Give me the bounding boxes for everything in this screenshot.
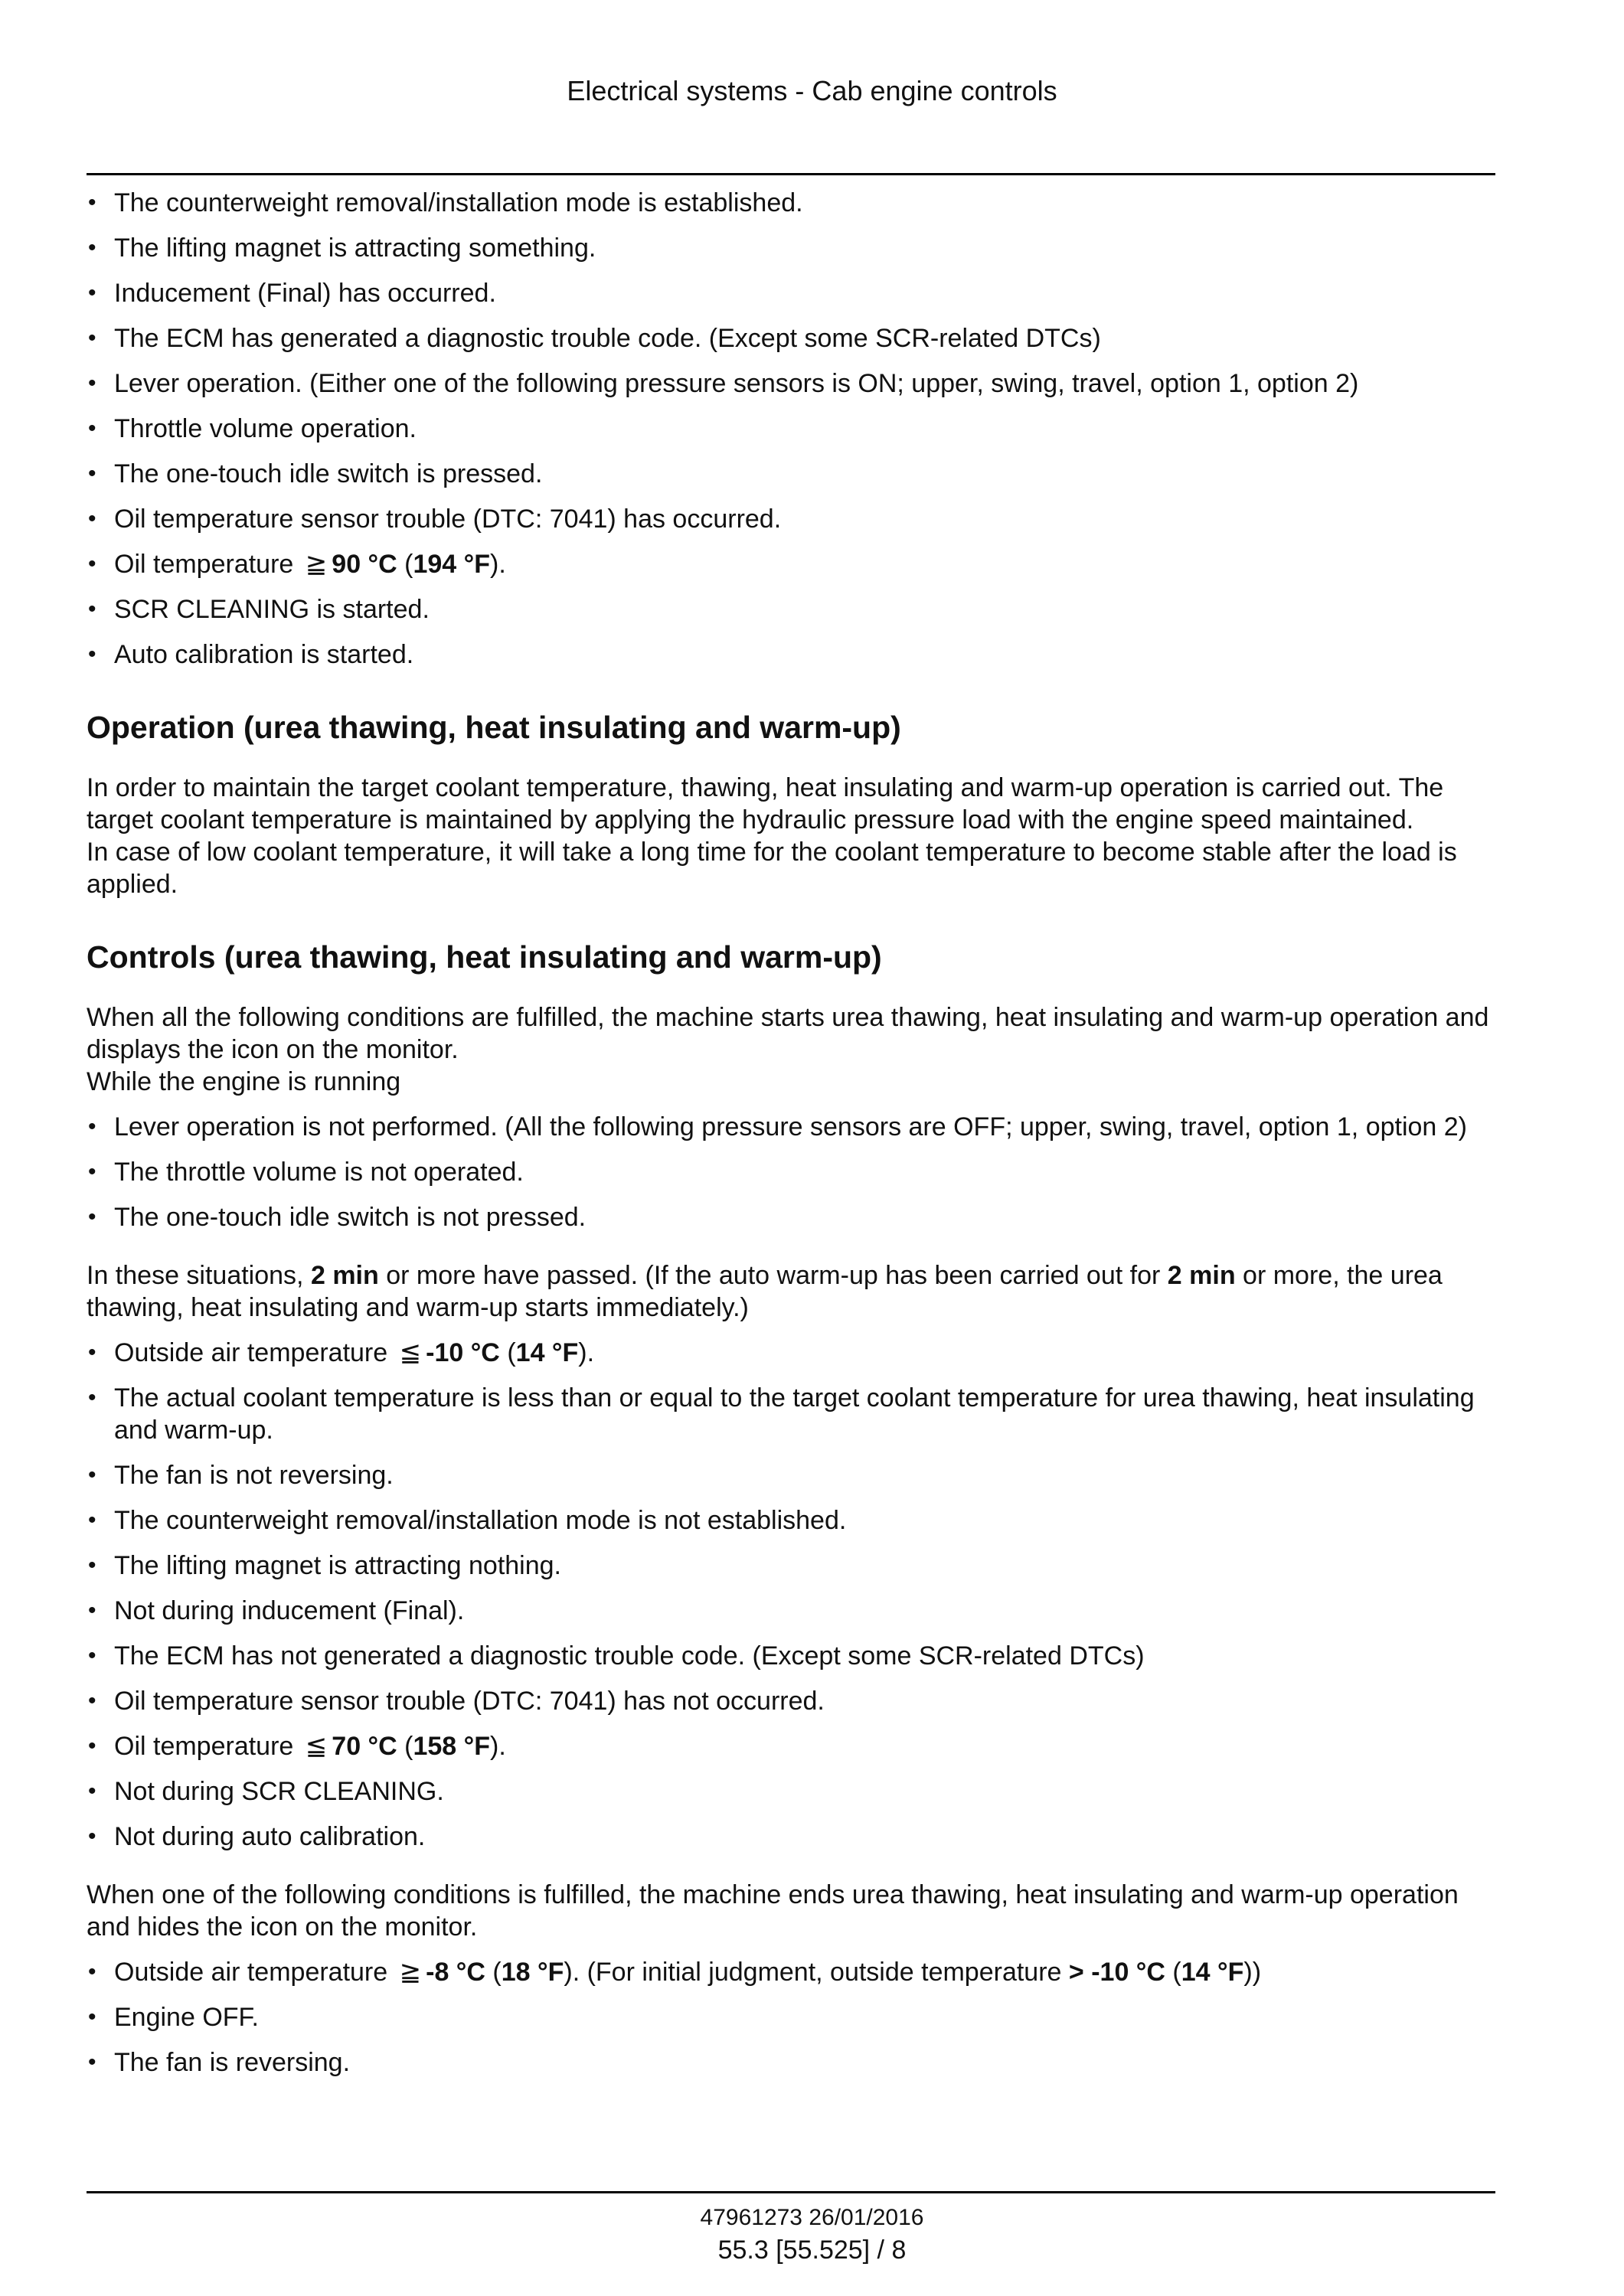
list-item: • Auto calibration is started. [87,639,1495,671]
list-item: • SCR CLEANING is started. [87,593,1495,625]
end-conditions-list-1 [87,187,1495,671]
paragraph-situations [87,1259,1495,1324]
item-suffix: ). [578,1338,595,1367]
list-item: • The ECM has not generated a diagnostic trouble code. (Except some SCR-related DTCs) [87,1640,1495,1672]
item-suffix: ). [490,550,506,579]
le-symbol: ≦ [305,1732,328,1761]
paragraph: In case of low coolant temperature, it will take a long time for the coolant temperature to become stable after the load is applied. [87,838,1457,899]
list-item: • Throttle volume operation. [87,413,1495,445]
text-run: or more, the urea thawing, heat insulating and warm-up starts immediately.) [87,1261,1443,1322]
list-item: • The counterweight removal/installation mode is established. [87,187,1495,219]
temp-celsius: -8 °C [426,1958,485,1987]
ge-symbol: ≧ [305,550,328,579]
list-item: • Not during SCR CLEANING. [87,1775,1495,1808]
list-item: • The counterweight removal/installation mode is not established. [87,1504,1495,1537]
text-run: In these situations, [87,1261,304,1290]
item-text: Oil temperature [114,550,294,579]
paragraph: While the engine is running [87,1067,401,1096]
list-item: • The one-touch idle switch is not pressed. [87,1201,1495,1233]
list-item: • Not during auto calibration. [87,1821,1495,1853]
list-item: • Lever operation is not performed. (All the following pressure sensors are OFF; upper, swing, travel, option 1, option 2) [87,1111,1495,1143]
situation-conditions-list [87,1337,1495,1853]
list-item: • Engine OFF. [87,2001,1495,2033]
list-item: • Oil temperature ≧ 90 °C (194 °F). [87,548,1495,580]
temp-fahrenheit: 14 °F [1181,1958,1244,1987]
list-item: • The fan is reversing. [87,2046,1495,2079]
temp-celsius: 70 °C [332,1732,397,1761]
list-item: • Oil temperature sensor trouble (DTC: 7041) has not occurred. [87,1685,1495,1717]
start-conditions-list [87,1111,1495,1233]
temp-fahrenheit: 14 °F [515,1338,579,1367]
text-run: or more have passed. (If the auto warm-up has been carried out for [386,1261,1161,1290]
temp-celsius: -10 °C [1091,1958,1165,1987]
end-conditions-list-2 [87,1956,1495,2079]
temp-fahrenheit: 18 °F [501,1958,564,1987]
item-suffix: ). [490,1732,506,1761]
page-content [87,187,1495,2092]
list-item: • The one-touch idle switch is pressed. [87,458,1495,490]
item-text: Oil temperature [114,1732,294,1761]
section-heading-controls: Controls (urea thawing, heat insulating and warm-up) [87,939,882,975]
ge-symbol: ≧ [399,1958,422,1987]
list-item: • The lifting magnet is attracting nothing. [87,1550,1495,1582]
list-item: • Outside air temperature ≦ -10 °C (14 °F). [87,1337,1495,1369]
item-text: Outside air temperature [114,1958,388,1987]
item-text: Outside air temperature [114,1338,388,1367]
footer-divider [87,2191,1495,2193]
list-item: • The ECM has generated a diagnostic trouble code. (Except some SCR-related DTCs) [87,322,1495,354]
list-item: • Oil temperature ≦ 70 °C (158 °F). [87,1730,1495,1762]
temp-fahrenheit: 194 °F [413,550,491,579]
le-symbol: ≦ [399,1338,422,1367]
list-item: • The fan is not reversing. [87,1459,1495,1491]
paragraph-end-conditions: When one of the following conditions is fulfilled, the machine ends urea thawing, heat insulating and warm-up operation and hides the icon on the monitor. [87,1880,1459,1942]
duration-value: 2 min [310,1261,379,1290]
header-divider [87,173,1495,175]
list-item: • Inducement (Final) has occurred. [87,277,1495,309]
list-item: • The throttle volume is not operated. [87,1156,1495,1188]
list-item: • Lever operation. (Either one of the following pressure sensors is ON; upper, swing, travel, option 1, option 2) [87,367,1495,400]
temp-celsius: 90 °C [332,550,397,579]
paragraph: When all the following conditions are fulfilled, the machine starts urea thawing, heat insulating and warm-up operation and displays the icon on the monitor. [87,1003,1489,1064]
list-item: • The actual coolant temperature is less than or equal to the target coolant temperature for urea thawing, heat insulating and warm-up. [87,1382,1495,1446]
list-item: • The lifting magnet is attracting something. [87,232,1495,264]
item-text: ). (For initial judgment, outside temperature [564,1958,1062,1987]
page-header: Electrical systems - Cab engine controls [567,75,1057,106]
duration-value: 2 min [1167,1261,1236,1290]
list-item: • Outside air temperature ≧ -8 °C (18 °F). (For initial judgment, outside temperature > -10 °C (14 °F)) [87,1956,1495,1988]
list-item: • Not during inducement (Final). [87,1595,1495,1627]
paragraph: In order to maintain the target coolant temperature, thawing, heat insulating and warm-up operation is carried out. The target coolant temperature is maintained by applying the hydraulic pressure load with the engine speed maintained. [87,773,1444,834]
document-code: 47961273 26/01/2016 [700,2205,924,2230]
list-item: • Oil temperature sensor trouble (DTC: 7041) has occurred. [87,503,1495,535]
temp-celsius: -10 °C [426,1338,500,1367]
item-suffix: )) [1243,1958,1262,1987]
temp-fahrenheit: 158 °F [413,1732,491,1761]
page-number: 55.3 [55.525] / 8 [717,2236,907,2265]
gt-symbol: > [1068,1958,1084,1987]
section-heading-operation: Operation (urea thawing, heat insulating and warm-up) [87,710,901,745]
